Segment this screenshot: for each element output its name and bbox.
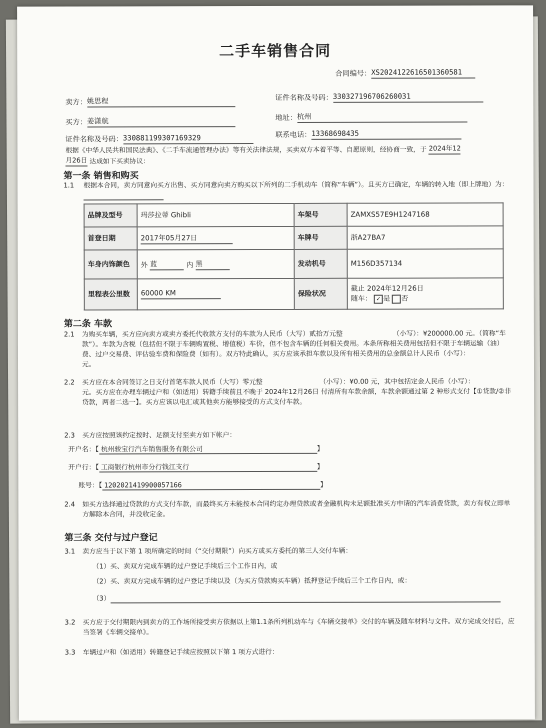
- phone-value: 13368698435: [311, 129, 461, 140]
- plate-label: 车牌号: [294, 226, 347, 249]
- account-name-label: 开户名：: [68, 445, 96, 454]
- p23-no: 2.3: [64, 431, 75, 440]
- buyer-id-label: 证件名称及号码：: [65, 134, 123, 144]
- option-1: （1）买、卖双方完成车辆的过户登记手续后三个工作日内，或: [92, 561, 278, 571]
- item-1-1-body: 根据本合同，卖方同意向买方出售、买方同意向卖方购买以下所列的二手机动车（简称“车辆”）。且买方已确定，车辆的转入地（即上牌地）为：: [83, 180, 509, 190]
- registration-place-blank: [84, 190, 164, 200]
- vin-value: ZAMXS57E9H1247168: [347, 203, 503, 226]
- insurance-date: 截止 2024年12月26日: [350, 284, 424, 293]
- insurance-follow-label: 随车：: [350, 294, 372, 303]
- inner-label: 内: [186, 260, 194, 269]
- table-row: [84, 226, 503, 250]
- p33-text: 车辆过户和（如适用）转籍登记手续应按照以下第 1 项方式进行：: [82, 647, 279, 657]
- section3-title: 第三条 交付与过户登记: [64, 533, 158, 544]
- p31-text: 卖方应当于以下第 1 项所确定的时间（“交付期限”）向买方或买方委托的第三人交付车辆：: [82, 546, 353, 556]
- contract-number-box: [371, 67, 475, 78]
- brand-label: 品牌及型号: [84, 204, 137, 227]
- mileage-value: [137, 278, 294, 309]
- account-name-row: 开户名：【 杭州骏宝行汽车销售服务有限公司 】: [68, 444, 324, 454]
- preamble: [65, 143, 513, 166]
- brand-value: 玛莎拉蒂 Ghibli: [137, 203, 294, 226]
- table-row: [84, 249, 503, 279]
- p31-no: 3.1: [64, 547, 76, 556]
- p32-text: 买方应于交付期限内到卖方的工作场所接受卖方依据以上第1.1条所列机动车与《车辆交接单》交付的车辆及随车材料与文件。双方完成交付后，应当签署《车辆交接单》。: [82, 617, 515, 637]
- p21-text: 为购买车辆，买方应向卖方或卖方委托代收款方支付的车款为人民币（大写）贰拾万元整 （小写）：¥200000.00 元。（简称“车款”）。车款为含税（包括但不限于车辆购置税、增值税）车价，但不包含车辆的任何相关费用。本条所称相关费用包括但不限于车辆运输（油）费、过户交易费、评估验车费和保险费（如有）。双方特此确认，买方应该承担车款以及所有相关费用的总金额总计人民币（小写）： 元。: [81, 329, 507, 369]
- preamble-date1: 2024年12: [428, 144, 461, 153]
- address-label: 地址：: [275, 112, 297, 123]
- contract-number: XS20241226165013605: [371, 67, 454, 77]
- table-row: [84, 203, 503, 227]
- bank-row: 开户行：【 工商银行杭州市分行钱江支行 】: [68, 462, 324, 472]
- seller-name: 姚思程: [87, 96, 235, 107]
- account-number-label: 账号：: [78, 481, 99, 490]
- address-row: [275, 111, 467, 123]
- contract-page: [17, 5, 535, 720]
- buyer-label: 买方：: [65, 117, 87, 127]
- yes-label: 是: [383, 294, 391, 303]
- section1-title: 第一条 销售和购买: [63, 171, 139, 182]
- p24-no: 2.4: [64, 500, 76, 509]
- phone-label: 联系电话：: [275, 129, 312, 140]
- outer-label: 外: [140, 260, 148, 269]
- insurance-follow-row: [351, 293, 500, 303]
- account-name: 杭州骏宝行汽车销售服务有限公司: [99, 443, 317, 455]
- account-number-row: 账号：【 1202021419900057166 】: [78, 480, 327, 490]
- address-value: 杭州: [297, 111, 467, 122]
- seller-id: 330327196706260031: [333, 91, 483, 102]
- option-3-blank: [110, 592, 500, 603]
- p22-text: 买方应在本合同签订之日支付首笔车款人民币（大写）零元整 （小写）：¥0.00 元，其中包括定金人民币（小写）： 元。买方应在办理车辆过户和（如适用）转籍手续前且不晚于 2024年12月26日 付清所有车款余额，车款余额通过第 2 种形式支付【①贷款/②非贷款，两者二选一】。买方应该以电汇或其他卖方能够接受的方式支付车款。: [82, 377, 512, 407]
- table-row: [84, 278, 503, 310]
- color-label: 车身内饰颜色: [84, 250, 137, 279]
- option-3: （3）: [92, 594, 111, 603]
- bank-name: 工商银行杭州市分行钱江支行: [99, 461, 317, 473]
- bank-label: 开户行：: [68, 463, 96, 472]
- engine-value: M156D357134: [347, 249, 503, 278]
- phone-row: [275, 129, 461, 140]
- item-1-1-no: 1.1: [63, 181, 75, 190]
- item-1-1-text: [84, 179, 514, 200]
- option-2: （2）买、卖双方完成车辆的过户登记手续以及（为买方贷款购买车辆）抵押登记手续后三个工作日内，或：: [92, 576, 412, 586]
- seller-id-row: [275, 91, 483, 103]
- seller-row: [65, 96, 235, 107]
- preamble-date2: 月26日: [65, 156, 88, 165]
- outer-color: 蓝: [150, 259, 184, 270]
- p24-text: 如买方选择通过贷款的方式支付车款，而最终买方未能按本合同约定办理贷款或者金融机构未足额批准买方申请的汽车消费贷款，卖方有权立即单方解除本合同，并没收定金。: [82, 499, 511, 519]
- color-value: [137, 249, 294, 278]
- insurance-value: [347, 278, 503, 309]
- insurance-label: 保险状况: [294, 278, 347, 309]
- account-number: 1202021419900057166: [102, 481, 320, 491]
- inner-color: 黑: [195, 259, 229, 270]
- no-label: 否: [401, 294, 409, 303]
- option-3-row: [93, 592, 513, 603]
- yes-checkbox[interactable]: ✓: [376, 295, 382, 303]
- seller-id-label: 证件名称及号码：: [275, 92, 333, 103]
- p23-text: 买方应按照该约定按时、足额支付至卖方如下帐户：: [82, 431, 237, 440]
- contract-number-label: 合同编号：: [335, 68, 372, 78]
- buyer-row: [65, 116, 235, 127]
- preamble-text1: 根据《中华人民共和国民法典》、《二手车流通管理办法》等有关法律法规，买卖双方本着平等、自愿原则，经协商一致，于: [65, 145, 427, 155]
- p32-no: 3.2: [64, 618, 76, 627]
- plate-value: 浙A27BA7: [347, 226, 503, 249]
- contract-title: 二手车销售合同: [219, 41, 332, 61]
- reg-label: 首登日期: [84, 227, 137, 250]
- seller-label: 卖方：: [65, 97, 87, 107]
- contract-number-suffix: 81: [453, 67, 463, 77]
- mileage: 60000 KM: [141, 289, 221, 299]
- reg-date: 2017年05月27日: [141, 233, 233, 244]
- buyer-name: 姜潇航: [87, 116, 235, 127]
- buyer-id: 330881199307169329: [123, 133, 253, 144]
- reg-value: [137, 226, 294, 249]
- vin-label: 车架号: [294, 203, 347, 226]
- contract-number-row: [335, 67, 475, 78]
- engine-label: 发动机号: [294, 249, 347, 278]
- p21-no: 2.1: [63, 330, 75, 339]
- section2-title: 第二条 车款: [63, 319, 113, 330]
- buyer-id-row: [65, 133, 253, 144]
- p33-no: 3.3: [64, 648, 76, 657]
- p22-no: 2.2: [64, 378, 75, 387]
- preamble-text2: 达成如下买卖协议：: [89, 157, 150, 166]
- mileage-label: 里程表公里数: [84, 279, 137, 310]
- vehicle-table: [84, 202, 504, 310]
